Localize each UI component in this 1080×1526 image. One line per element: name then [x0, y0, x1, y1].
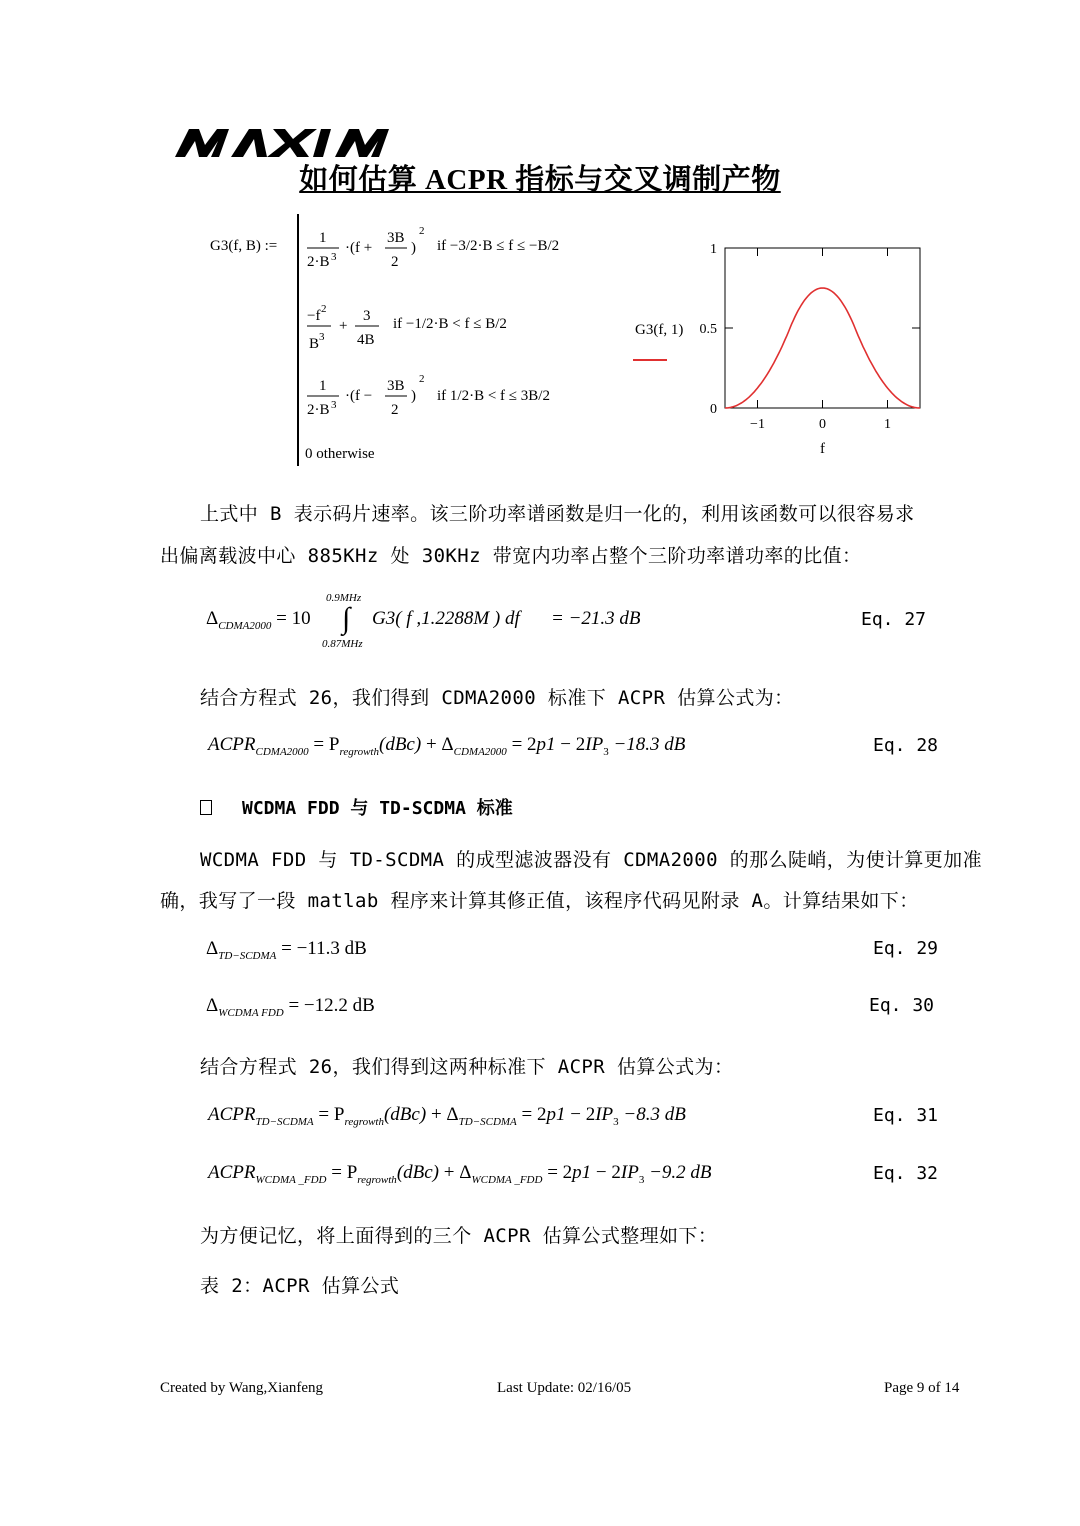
footer-page: Page 9 of 14: [884, 1380, 960, 1396]
equation-28: $ACPR_{CDMA2000} = P_{regrowth}(dBc) + \Delta_{CDMA2000} = 2p1 - 2IP_3 -18.3$ dB: [208, 734, 686, 758]
formula-bracket: [297, 214, 299, 466]
eq30-result: = −12.2 dB: [288, 995, 375, 1016]
eq28-tail: −18.3 dB: [613, 734, 686, 755]
eq28-label: Eq. 28: [873, 735, 939, 756]
case-2-condition: if −1/2·B < f ≤ B/2: [393, 316, 507, 332]
svg-text:): ): [411, 240, 416, 256]
eq27-result: = −21.3 dB: [551, 608, 641, 629]
svg-text:3B: 3B: [387, 230, 405, 246]
case-3-condition: if 1/2·B < f ≤ 3B/2: [437, 388, 550, 404]
plot-area: [685, 238, 935, 468]
para3-line1: WCDMA FDD 与 TD-SCDMA 的成型滤波器没有 CDMA2000 的那么陡峭，为使计算更加准: [200, 849, 982, 871]
svg-text:+: +: [339, 318, 348, 334]
svg-text:): ): [411, 388, 416, 404]
formula-case-2: [305, 298, 405, 363]
plot-frame: [725, 248, 920, 408]
eq32-tail: −9.2 dB: [649, 1162, 712, 1183]
svg-text:4B: 4B: [357, 332, 375, 348]
eq31-label: Eq. 31: [873, 1105, 939, 1126]
section-heading-text: WCDMA FDD 与 TD-SCDMA 标准: [242, 798, 513, 819]
equation-32: $ACPR_{WCDMA \_FDD} = P_{regrowth}(dBc) + \Delta_{WCDMA \_FDD} = 2p1 - 2IP_3 -9.2$ dB: [208, 1162, 712, 1186]
para5: 为方便记忆，将上面得到的三个 ACPR 估算公式整理如下：: [200, 1225, 718, 1247]
equation-31: $ACPR_{TD-SCDMA} = P_{regrowth}(dBc) + \Delta_{TD-SCDMA} = 2p1 - 2IP_3 -8.3$ dB: [208, 1104, 686, 1128]
case-4-otherwise: 0 otherwise: [305, 446, 375, 462]
eq27-label: Eq. 27: [861, 609, 927, 630]
footer-created: Created by Wang,Xianfeng: [160, 1380, 324, 1396]
equation-29: $\Delta_{TD-SCDMA} = -11.3$ dB: [206, 938, 367, 962]
maxim-logo-art: [175, 127, 455, 159]
svg-text:1: 1: [319, 230, 327, 246]
eq29-result: = −11.3 dB: [281, 938, 367, 959]
svg-text:3B: 3B: [387, 378, 405, 394]
svg-text:2·B: 2·B: [307, 254, 330, 270]
eq29-label: Eq. 29: [873, 938, 939, 959]
y-tick-label: 1: [710, 242, 717, 257]
eq32-label: Eq. 32: [873, 1163, 939, 1184]
svg-text:2: 2: [419, 373, 425, 385]
table-caption: 表 2：ACPR 估算公式: [200, 1275, 400, 1297]
para3-line2: 确，我写了一段 matlab 程序来计算其修正值，该程序代码见附录 A。计算结果如下：: [160, 890, 919, 912]
bullet-icon: [200, 800, 212, 815]
y-tick-label: 0: [710, 402, 717, 417]
svg-text:2·B: 2·B: [307, 402, 330, 418]
svg-text:3: 3: [363, 308, 371, 324]
svg-text:3: 3: [331, 251, 337, 263]
case-1-condition: if −3/2·B ≤ f ≤ −B/2: [437, 238, 560, 254]
y-tick-label: 0.5: [699, 322, 717, 337]
svg-text:2: 2: [391, 402, 399, 418]
equation-27: $\Delta_{CDMA2000} = 10$ 0.9MHz ∫ 0.87MHz G3( f ,1.2288M ) df = −21.3 dB: [206, 592, 641, 650]
x-tick-label: 0: [819, 417, 826, 432]
svg-text:B: B: [309, 336, 320, 352]
eq30-label: Eq. 30: [869, 995, 935, 1016]
svg-text:2: 2: [321, 303, 327, 315]
svg-text:2: 2: [391, 254, 399, 270]
svg-text:·(f +: ·(f +: [345, 240, 373, 256]
svg-text:3: 3: [319, 331, 325, 343]
para4: 结合方程式 26，我们得到这两种标准下 ACPR 估算公式为：: [200, 1056, 734, 1078]
formula-lhs: G3(f, B) :=: [210, 238, 278, 254]
plot-legend-swatch: [633, 348, 667, 350]
eq27-upper-limit: 0.9MHz: [326, 592, 362, 604]
eq27-lower-limit: 0.87MHz: [322, 638, 363, 650]
eq31-tail: −8.3 dB: [623, 1104, 686, 1125]
page-title: 如何估算 ACPR 指标与交叉调制产物: [299, 164, 781, 196]
svg-text:−f: −f: [307, 308, 321, 324]
g3-piecewise-formula: [205, 212, 605, 470]
para2: 结合方程式 26，我们得到 CDMA2000 标准下 ACPR 估算公式为：: [200, 687, 794, 709]
x-tick-label: −1: [750, 417, 765, 432]
footer-updated: Last Update: 02/16/05: [497, 1380, 632, 1396]
svg-text:1: 1: [319, 378, 327, 394]
x-tick-label: 1: [884, 417, 891, 432]
svg-text:2: 2: [419, 225, 425, 237]
case-2-expression: [305, 298, 405, 358]
para1-line2: 出偏离载波中心 885KHz 处 30KHz 带宽内功率占整个三阶功率谱功率的比值：: [160, 545, 862, 567]
g3-curve: [725, 288, 920, 408]
x-axis-label: f: [820, 441, 825, 457]
svg-text:3: 3: [331, 399, 337, 411]
plot-series-label: G3(f, 1): [635, 322, 684, 338]
equation-30: $\Delta_{WCDMA FDD} = -12.2$ dB: [206, 995, 375, 1019]
para1-line1: 上式中 B 表示码片速率。该三阶功率谱函数是归一化的，利用该函数可以很容易求: [200, 503, 915, 525]
section-heading: [200, 794, 513, 820]
svg-text:·(f −: ·(f −: [345, 388, 373, 404]
